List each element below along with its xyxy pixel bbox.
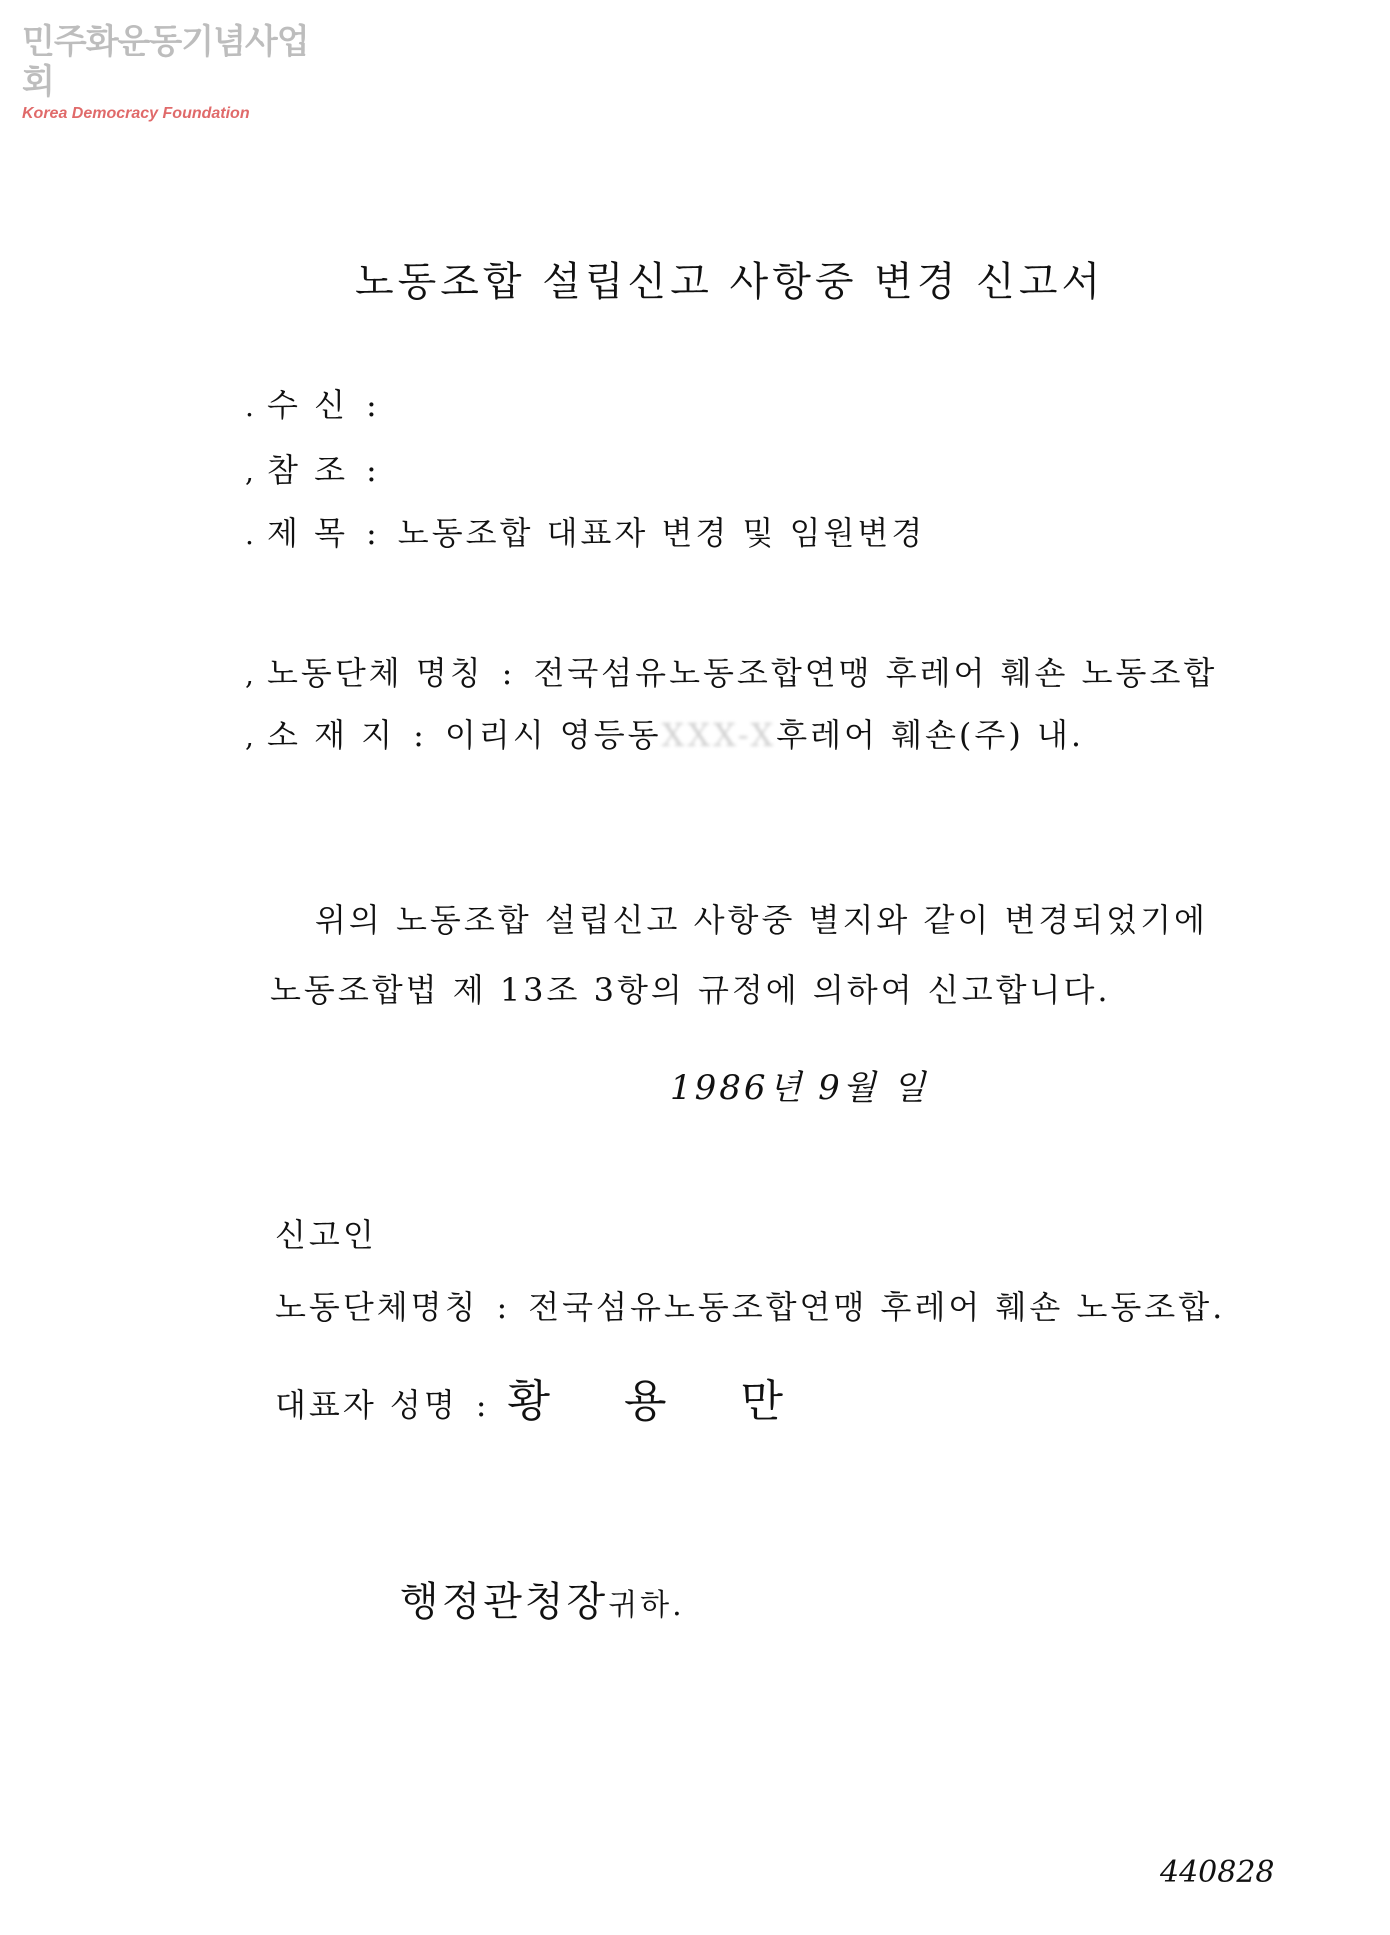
signatory-rep-name: 황 용 만 [507,1376,813,1427]
body-line-1: 위의 노동조합 설립신고 사항중 별지와 같이 변경되었기에 [315,901,1208,939]
field-label: 참 조 [267,451,348,489]
closing-addressee [400,1570,685,1627]
field-reference: , 참 조 : [245,445,398,491]
field-label: 소 재 지 [267,716,396,754]
field-label: 제 목 [267,514,348,552]
field-value-suffix: 후레어 훼숀(주) 내. [776,716,1085,754]
signatory-org: 노동단체명칭 : 전국섬유노동조합연맹 후레어 훼숀 노동조합. [275,1282,1225,1328]
closing-main: 행정관청장 [400,1579,609,1625]
closing-suffix: 귀하. [608,1588,685,1623]
field-recipient: . 수 신 : [245,380,398,426]
field-org-name: , 노동단체 명칭 : 전국섬유노동조합연맹 후레어 훼숀 노동조합 [245,648,1217,694]
document-number: 440828 [1160,1855,1275,1890]
document-title: 노동조합 설립신고 사항중 변경 신고서 [355,259,1105,305]
masked-address: XXX-X [661,716,777,754]
document-date: 1986년 9월 일 [670,1068,929,1108]
field-value: 이리시 영등동 [444,716,662,754]
signatory-rep-label: 대표자 성명 [275,1386,458,1424]
watermark-english: Korea Democracy Foundation [22,105,250,122]
body-line-2: 노동조합법 제 13조 3항의 규정에 의하여 신고합니다. [270,971,1111,1009]
field-label: 노동단체 명칭 [267,654,484,692]
watermark-korean: 민주화운동기념사업회 [22,22,309,102]
signatory-org-value: 전국섬유노동조합연맹 후레어 훼숀 노동조합. [528,1288,1226,1326]
signatory-rep: 대표자 성명 : 황 용 만 [275,1365,813,1429]
field-address: , 소 재 지 : 이리시 영등동XXX-X후레어 훼숀(주) 내. [245,710,1084,756]
field-subject: . 제 목 : 노동조합 대표자 변경 및 임원변경 [245,508,925,554]
field-value: 전국섬유노동조합연맹 후레어 훼숀 노동조합 [533,654,1218,692]
signatory-org-label: 노동단체명칭 [275,1288,479,1326]
field-label: 수 신 [267,386,348,424]
watermark-logo [22,22,322,124]
signatory-heading: 신고인 [275,1216,377,1254]
field-value: 노동조합 대표자 변경 및 임원변경 [397,514,926,552]
